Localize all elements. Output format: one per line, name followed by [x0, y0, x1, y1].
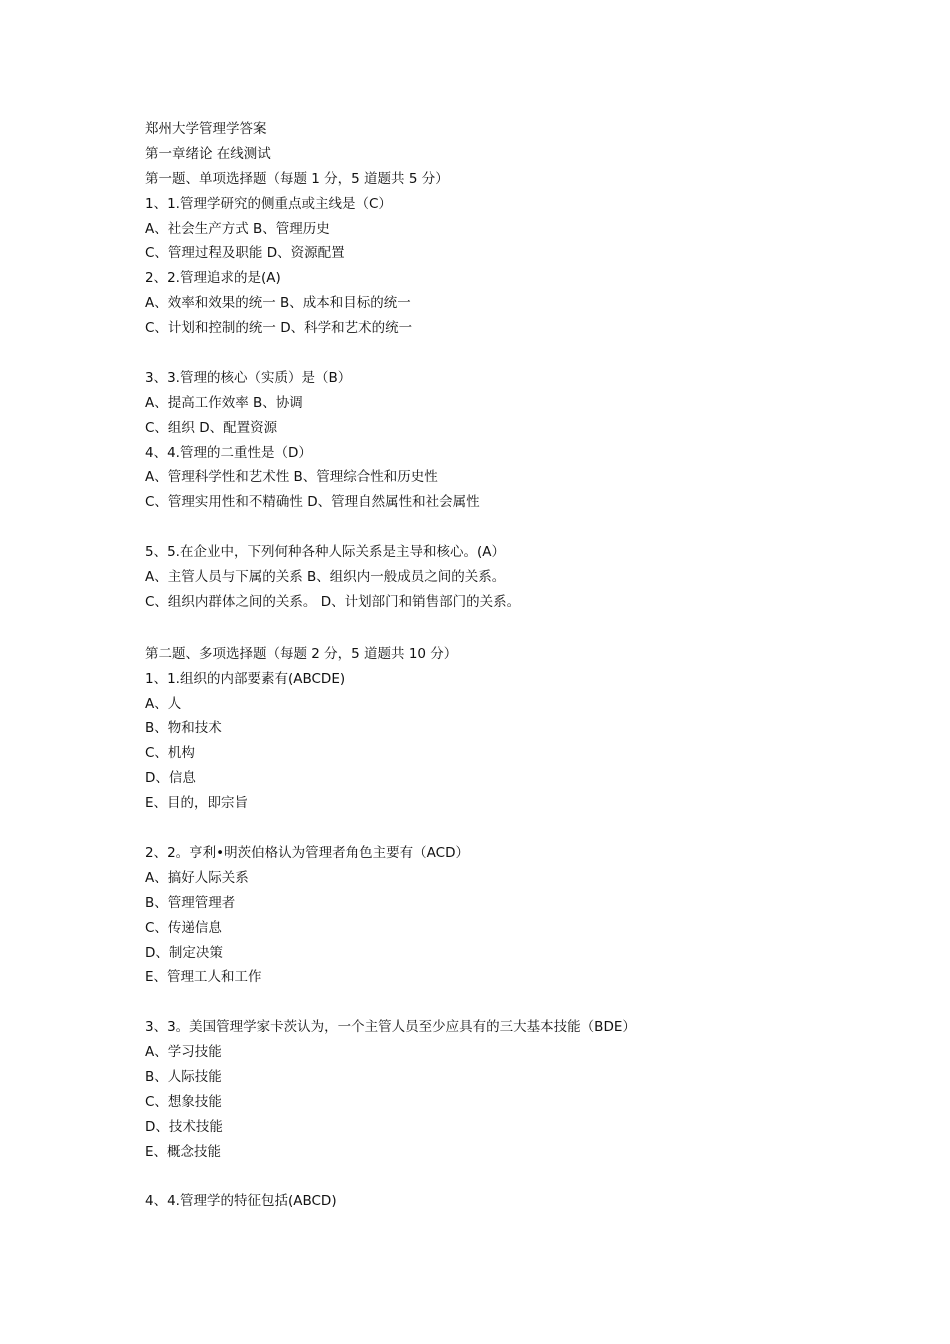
s1-q4-options-ab: A、管理科学性和艺术性 B、管理综合性和历史性 [145, 469, 438, 486]
spacer [145, 816, 845, 841]
s1-q3-options-ab: A、提高工作效率 B、协调 [145, 394, 303, 411]
s1-q4-options-cd: C、管理实用性和不精确性 D、管理自然属性和社会属性 [145, 494, 480, 511]
spacer [145, 1165, 845, 1190]
spacer [145, 341, 845, 366]
s1-q3-options-cd: C、组织 D、配置资源 [145, 419, 278, 436]
section-1-header: 第一题、单项选择题（每题 1 分，5 道题共 5 分） [145, 170, 449, 187]
s2-q2-option-a: A、搞好人际关系 [145, 869, 249, 886]
s1-q5-question: 5、5.在企业中，下列何种各种人际关系是主导和核心。(A） [145, 544, 505, 561]
s2-q1-question: 1、1.组织的内部要素有(ABCDE) [145, 670, 346, 687]
s2-q3-question: 3、3。美国管理学家卡茨认为，一个主管人员至少应具有的三大基本技能（BDE） [145, 1019, 636, 1036]
document-page [145, 117, 845, 1214]
s1-q4-question: 4、4.管理的二重性是（D） [145, 444, 312, 461]
spacer [145, 515, 845, 540]
document-title: 郑州大学管理学答案 [145, 121, 267, 137]
s2-q2-option-b: B、管理管理者 [145, 894, 236, 911]
s2-q1-option-c: C、机构 [145, 745, 195, 762]
s2-q1-option-d: D、信息 [145, 770, 196, 787]
chapter-heading: 第一章绪论 在线测试 [145, 145, 271, 162]
s2-q2-option-c: C、传递信息 [145, 919, 222, 936]
s2-q2-question: 2、2。亨利•明茨伯格认为管理者角色主要有（ACD） [145, 844, 469, 861]
s1-q1-options-cd: C、管理过程及职能 D、资源配置 [145, 245, 345, 262]
s1-q1-options-ab: A、社会生产方式 B、管理历史 [145, 220, 330, 237]
s1-q1-question: 1、1.管理学研究的侧重点或主线是（C） [145, 195, 392, 212]
spacer [145, 615, 845, 642]
s2-q1-option-b: B、物和技术 [145, 720, 222, 737]
spacer [145, 990, 845, 1015]
s2-q1-option-a: A、人 [145, 695, 182, 712]
s2-q3-option-b: B、人际技能 [145, 1068, 222, 1085]
s1-q2-question: 2、2.管理追求的是(A) [145, 270, 281, 287]
s2-q3-option-e: E、概念技能 [145, 1143, 222, 1160]
s1-q3-question: 3、3.管理的核心（实质）是（B） [145, 369, 352, 386]
s1-q5-options-cd: C、组织内群体之间的关系。 D、计划部门和销售部门的关系。 [145, 593, 521, 610]
s2-q2-option-e: E、管理工人和工作 [145, 969, 262, 986]
s1-q2-options-cd: C、计划和控制的统一 D、科学和艺术的统一 [145, 320, 413, 337]
s2-q3-option-a: A、学习技能 [145, 1044, 222, 1061]
s1-q5-options-ab: A、主管人员与下属的关系 B、组织内一般成员之间的关系。 [145, 569, 506, 586]
s2-q3-option-d: D、技术技能 [145, 1118, 223, 1135]
section-2-header: 第二题、多项选择题（每题 2 分，5 道题共 10 分） [145, 645, 458, 662]
s2-q3-option-c: C、想象技能 [145, 1093, 222, 1110]
s2-q2-option-d: D、制定决策 [145, 944, 223, 961]
s2-q1-option-e: E、目的，即宗旨 [145, 795, 249, 812]
s1-q2-options-ab: A、效率和效果的统一 B、成本和目标的统一 [145, 295, 411, 312]
s2-q4-question: 4、4.管理学的特征包括(ABCD) [145, 1193, 337, 1210]
